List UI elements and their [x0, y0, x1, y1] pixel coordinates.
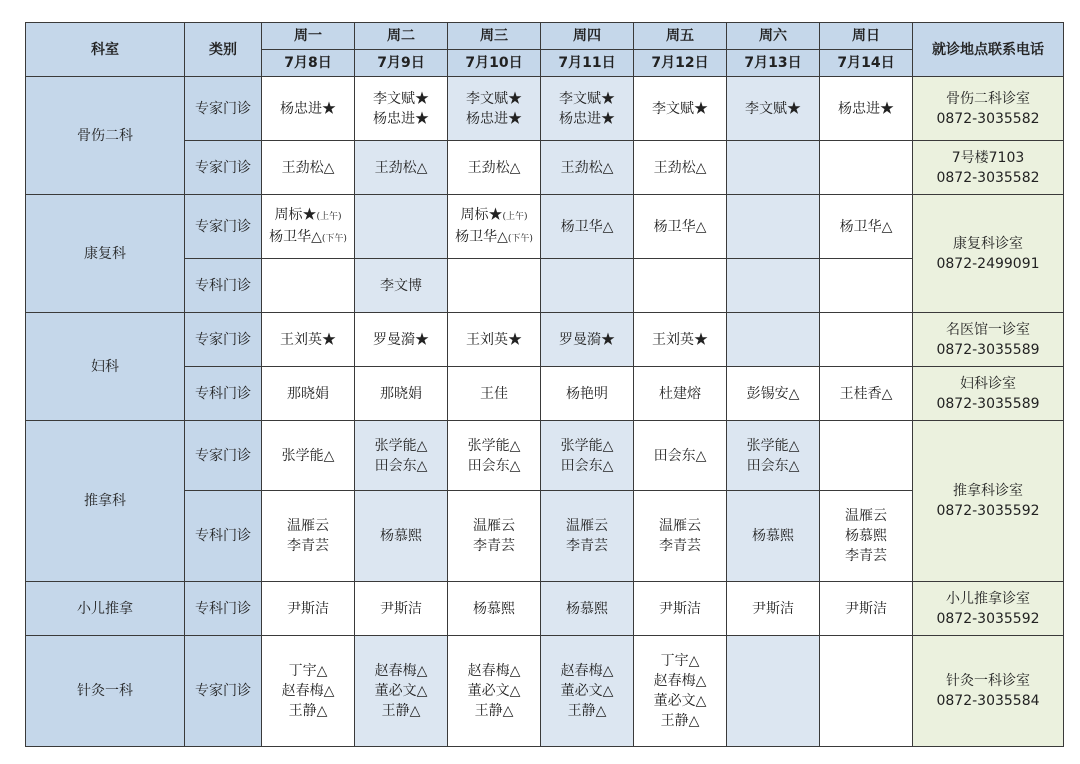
location-cell: 针灸一科诊室 0872-3035584 [913, 636, 1064, 747]
schedule-cell [727, 195, 820, 259]
schedule-cell: 杜建熔 [634, 367, 727, 421]
schedule-cell: 丁宇△ 赵春梅△ 王静△ [262, 636, 355, 747]
schedule-cell: 那晓娟 [262, 367, 355, 421]
schedule-cell: 温雁云 李青芸 [448, 491, 541, 582]
schedule-cell: 彭锡安△ [727, 367, 820, 421]
schedule-cell: 罗曼漪★ [541, 313, 634, 367]
header-day-tue: 周二 [355, 23, 448, 50]
schedule-cell [448, 259, 541, 313]
header-date-wed: 7月10日 [448, 50, 541, 77]
schedule-cell: 田会东△ [634, 421, 727, 491]
header-type: 类别 [185, 23, 262, 77]
location-cell: 骨伤二科诊室 0872-3035582 [913, 77, 1064, 141]
schedule-cell: 王劲松△ [541, 141, 634, 195]
schedule-cell: 李文赋★ 杨忠进★ [355, 77, 448, 141]
schedule-cell: 温雁云 杨慕熙 李青芸 [820, 491, 913, 582]
schedule-cell: 杨卫华△ [541, 195, 634, 259]
schedule-cell: 杨慕熙 [541, 582, 634, 636]
schedule-cell: 王劲松△ [355, 141, 448, 195]
schedule-cell [355, 195, 448, 259]
type-cell: 专家门诊 [185, 421, 262, 491]
schedule-cell: 赵春梅△ 董必文△ 王静△ [541, 636, 634, 747]
schedule-cell: 尹斯洁 [820, 582, 913, 636]
location-cell: 妇科诊室 0872-3035589 [913, 367, 1064, 421]
schedule-cell: 张学能△ 田会东△ [727, 421, 820, 491]
schedule-cell: 李文赋★ [634, 77, 727, 141]
header-day-mon: 周一 [262, 23, 355, 50]
schedule-cell [820, 313, 913, 367]
schedule-cell [727, 141, 820, 195]
schedule-cell: 杨忠进★ [820, 77, 913, 141]
schedule-cell: 杨卫华△ [634, 195, 727, 259]
schedule-cell: 王劲松△ [262, 141, 355, 195]
table-row [26, 636, 1064, 747]
schedule-cell: 尹斯洁 [727, 582, 820, 636]
location-cell: 名医馆一诊室 0872-3035589 [913, 313, 1064, 367]
dept-xiaoer: 小儿推拿 [26, 582, 185, 636]
schedule-cell: 赵春梅△ 董必文△ 王静△ [448, 636, 541, 747]
schedule-cell: 李文赋★ 杨忠进★ [541, 77, 634, 141]
schedule-cell: 张学能△ [262, 421, 355, 491]
schedule-cell: 杨慕熙 [355, 491, 448, 582]
schedule-cell [820, 259, 913, 313]
dept-tuina: 推拿科 [26, 421, 185, 582]
location-cell: 康复科诊室 0872-2499091 [913, 195, 1064, 313]
type-cell: 专家门诊 [185, 77, 262, 141]
dept-kangfu: 康复科 [26, 195, 185, 313]
header-date-sat: 7月13日 [727, 50, 820, 77]
table-row [26, 421, 1064, 491]
schedule-cell: 尹斯洁 [262, 582, 355, 636]
header-row-days [26, 23, 1064, 50]
header-day-thu: 周四 [541, 23, 634, 50]
type-cell: 专家门诊 [185, 636, 262, 747]
schedule-cell: 王刘英★ [262, 313, 355, 367]
table-row [26, 195, 1064, 259]
schedule-cell [634, 259, 727, 313]
header-location: 就诊地点联系电话 [913, 23, 1064, 77]
header-day-sun: 周日 [820, 23, 913, 50]
table-row [26, 77, 1064, 141]
table-row [26, 313, 1064, 367]
schedule-cell: 罗曼漪★ [355, 313, 448, 367]
location-cell: 推拿科诊室 0872-3035592 [913, 421, 1064, 582]
table-row [26, 582, 1064, 636]
location-cell: 小儿推拿诊室 0872-3035592 [913, 582, 1064, 636]
type-cell: 专家门诊 [185, 313, 262, 367]
header-date-sun: 7月14日 [820, 50, 913, 77]
header-day-wed: 周三 [448, 23, 541, 50]
type-cell: 专科门诊 [185, 259, 262, 313]
schedule-table [25, 22, 1064, 747]
schedule-cell: 李文博 [355, 259, 448, 313]
type-cell: 专家门诊 [185, 141, 262, 195]
schedule-cell: 那晓娟 [355, 367, 448, 421]
header-day-fri: 周五 [634, 23, 727, 50]
schedule-cell: 王劲松△ [634, 141, 727, 195]
dept-guke: 骨伤二科 [26, 77, 185, 195]
schedule-cell [262, 259, 355, 313]
schedule-cell [727, 259, 820, 313]
schedule-cell: 李文赋★ 杨忠进★ [448, 77, 541, 141]
schedule-cell [820, 141, 913, 195]
schedule-cell: 杨忠进★ [262, 77, 355, 141]
schedule-cell [727, 636, 820, 747]
schedule-cell: 杨卫华△ [820, 195, 913, 259]
schedule-cell: 赵春梅△ 董必文△ 王静△ [355, 636, 448, 747]
schedule-cell: 尹斯洁 [634, 582, 727, 636]
schedule-cell [727, 313, 820, 367]
header-date-mon: 7月8日 [262, 50, 355, 77]
header-date-thu: 7月11日 [541, 50, 634, 77]
schedule-cell: 丁宇△ 赵春梅△ 董必文△ 王静△ [634, 636, 727, 747]
schedule-cell: 杨慕熙 [727, 491, 820, 582]
header-date-tue: 7月9日 [355, 50, 448, 77]
schedule-cell: 张学能△ 田会东△ [448, 421, 541, 491]
schedule-cell: 周标★(上午) 杨卫华△(下午) [448, 195, 541, 259]
header-day-sat: 周六 [727, 23, 820, 50]
schedule-cell: 温雁云 李青芸 [262, 491, 355, 582]
dept-fuke: 妇科 [26, 313, 185, 421]
schedule-cell: 张学能△ 田会东△ [541, 421, 634, 491]
dept-zhenjiu: 针灸一科 [26, 636, 185, 747]
schedule-cell: 周标★(上午) 杨卫华△(下午) [262, 195, 355, 259]
schedule-cell: 王佳 [448, 367, 541, 421]
type-cell: 专科门诊 [185, 491, 262, 582]
schedule-cell: 温雁云 李青芸 [541, 491, 634, 582]
location-cell: 7号楼7103 0872-3035582 [913, 141, 1064, 195]
schedule-cell [820, 421, 913, 491]
header-date-fri: 7月12日 [634, 50, 727, 77]
schedule-cell: 杨艳明 [541, 367, 634, 421]
schedule-cell: 李文赋★ [727, 77, 820, 141]
type-cell: 专科门诊 [185, 582, 262, 636]
schedule-cell: 尹斯洁 [355, 582, 448, 636]
schedule-cell: 王劲松△ [448, 141, 541, 195]
schedule-cell: 杨慕熙 [448, 582, 541, 636]
type-cell: 专科门诊 [185, 367, 262, 421]
schedule-cell: 王刘英★ [634, 313, 727, 367]
schedule-cell: 王桂香△ [820, 367, 913, 421]
type-cell: 专家门诊 [185, 195, 262, 259]
schedule-cell: 温雁云 李青芸 [634, 491, 727, 582]
schedule-cell [541, 259, 634, 313]
schedule-cell [820, 636, 913, 747]
schedule-cell: 王刘英★ [448, 313, 541, 367]
schedule-cell: 张学能△ 田会东△ [355, 421, 448, 491]
header-dept: 科室 [26, 23, 185, 77]
